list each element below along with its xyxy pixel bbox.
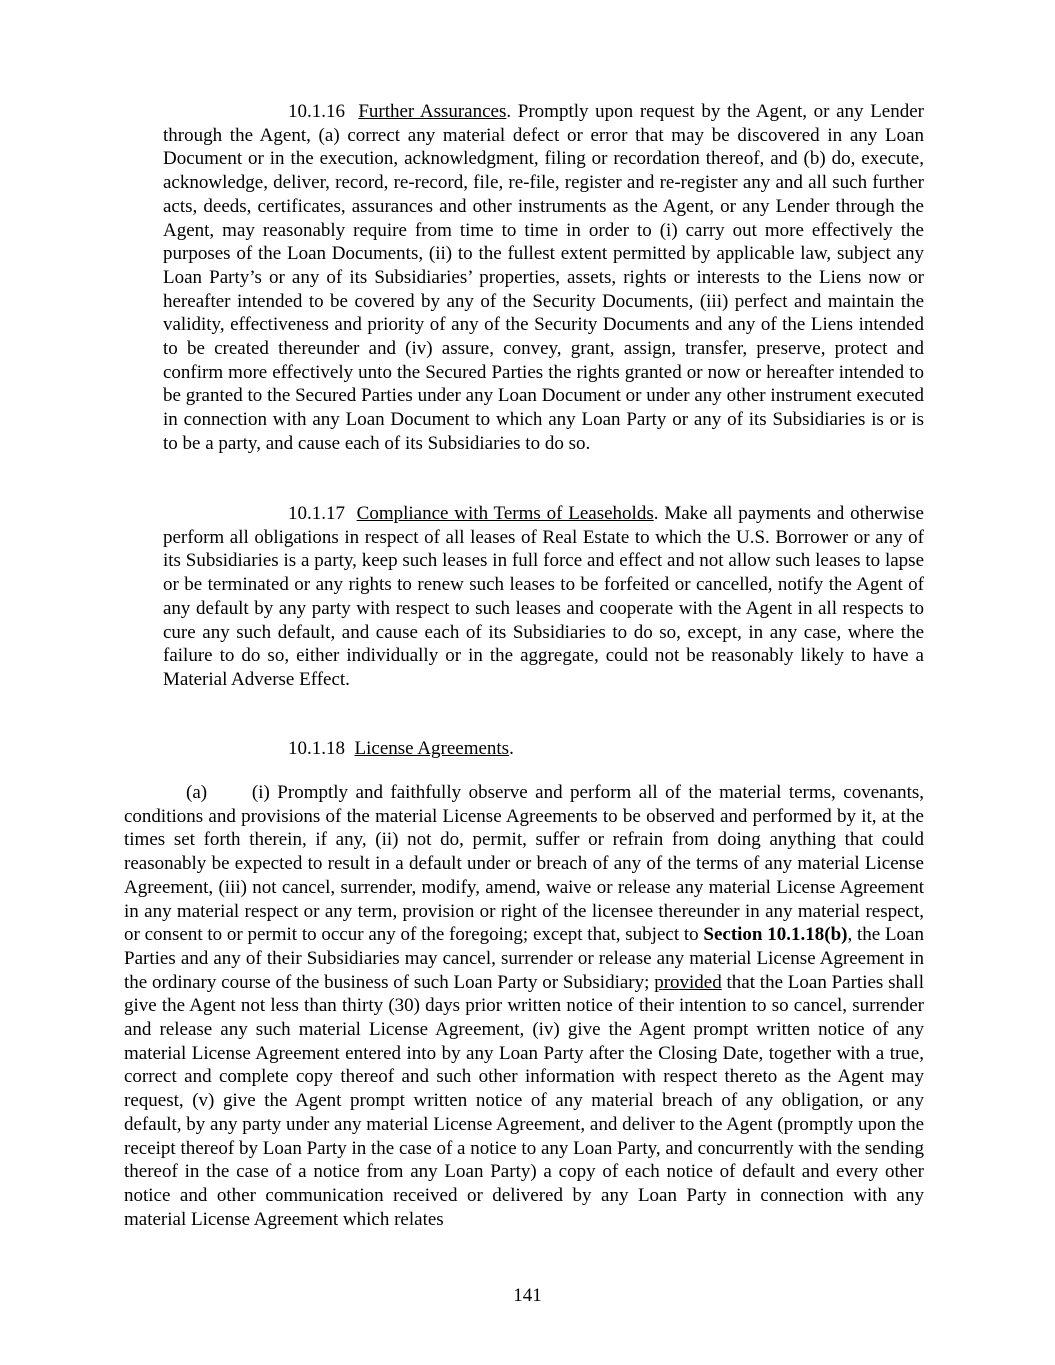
clause-a [124, 781, 924, 1231]
section-heading: Further Assurances [358, 101, 507, 122]
page-number: 141 [513, 1285, 542, 1306]
section-reference: Section 10.1.18(b) [703, 924, 848, 946]
section-body: . Make all payments and otherwise perform all obligations in respect of all leases of Real Estate to which the U.S. Borrower or any of its Subsidiaries is a party, keep such leases in full force and effect and not allow such leases to lapse or be terminated or any rights to renew such leases to be forfeited or cancelled, notify the Agent of any default by any party with respect to such leases and cooperate with the Agent in all respects to cure any such default, and cause each of its Subsidiaries to do so, except, in any case, where the failure to do so, either individually or in the aggregate, could not be reasonably likely to have a Material Adverse Effect. [163, 503, 924, 690]
section-heading: License Agreements [354, 738, 510, 759]
clause-text-3: that the Loan Parties shall give the Agent not less than thirty (30) days prior written notice of their intention to so cancel, surrender and release any such material License Agreement, (iv) give the Agent prompt written notice of any material License Agreement entered into by any Loan Party after the Closing Date, together with a true, correct and complete copy thereof and such other information with respect thereto as the Agent may request, (v) give the Agent prompt written notice of any material breach of any obligation, or any default, by any party under any material License Agreement, and deliver to the Agent (promptly upon the receipt thereof by Loan Party in the case of a notice to any Loan Party, and concurrently with the sending thereof in the case of a notice from any Loan Party) a copy of each notice of default and every other notice and other communication received or delivered by any Loan Party in connection with any material License Agreement which relates [124, 971, 924, 1230]
clause-text-1: (i) Promptly and faithfully observe and perform all of the material terms, covenants, conditions and provisions of the material License Agreements to be observed and performed by it, at the times set forth therein, if any, (ii) not do, permit, suffer or refrain from doing anything that could reasonably be expected to result in a default under or breach of any of the terms of any material License Agreement, (iii) not cancel, surrender, modify, amend, waive or release any material License Agreement in any material respect or any term, provision or right of the licensee thereunder in any material respect, or consent to or permit to occur any of the foregoing; except that, subject to [124, 782, 924, 946]
section-heading: Compliance with Terms of Leaseholds [356, 503, 654, 524]
section-number: 10.1.16 [288, 101, 345, 122]
clause-label: (a) [186, 782, 208, 803]
section-number: 10.1.17 [288, 503, 345, 524]
section-body: . Promptly upon request by the Agent, or any Lender through the Agent, (a) correct any material defect or error that may be discovered in any Loan Document or in the execution, acknowledgment, filing or recordation thereof, and (b) do, execute, acknowledge, deliver, record, re-record, file, re-file, register and re-register any and all such further acts, deeds, certificates, assurances and other instruments as the Agent, or any Lender through the Agent, may reasonably require from time to time in order to (i) carry out more effectively the purposes of the Loan Documents, (ii) to the fullest extent permitted by applicable law, subject any Loan Party’s or any of its Subsidiaries’ properties, assets, rights or interests to the Liens now or hereafter intended to be covered by any of the Security Documents, (iii) perfect and maintain the validity, effectiveness and priority of any of the Security Documents and any of the Liens intended to be created thereunder and (iv) assure, convey, grant, assign, transfer, preserve, protect and confirm more effectively unto the Secured Parties the rights granted or now or hereafter intended to be granted to the Secured Parties under any Loan Document or under any other instrument executed in connection with any Loan Document to which any Loan Party or any of its Subsidiaries is or is to be a party, and cause each of its Subsidiaries to do so. [163, 101, 925, 454]
section-10-1-16 [163, 100, 924, 456]
clause-text-2: , the Loan Parties and any of their Subsidiaries may cancel, surrender or release any material License Agreement in the ordinary course of the business of such Loan Party or Subsidiary; [124, 924, 924, 993]
provided-term: provided [654, 971, 722, 993]
section-number: 10.1.18 [288, 738, 345, 759]
section-10-1-17 [163, 502, 924, 692]
section-heading-period: . [509, 738, 514, 759]
section-10-1-18 [163, 737, 924, 761]
